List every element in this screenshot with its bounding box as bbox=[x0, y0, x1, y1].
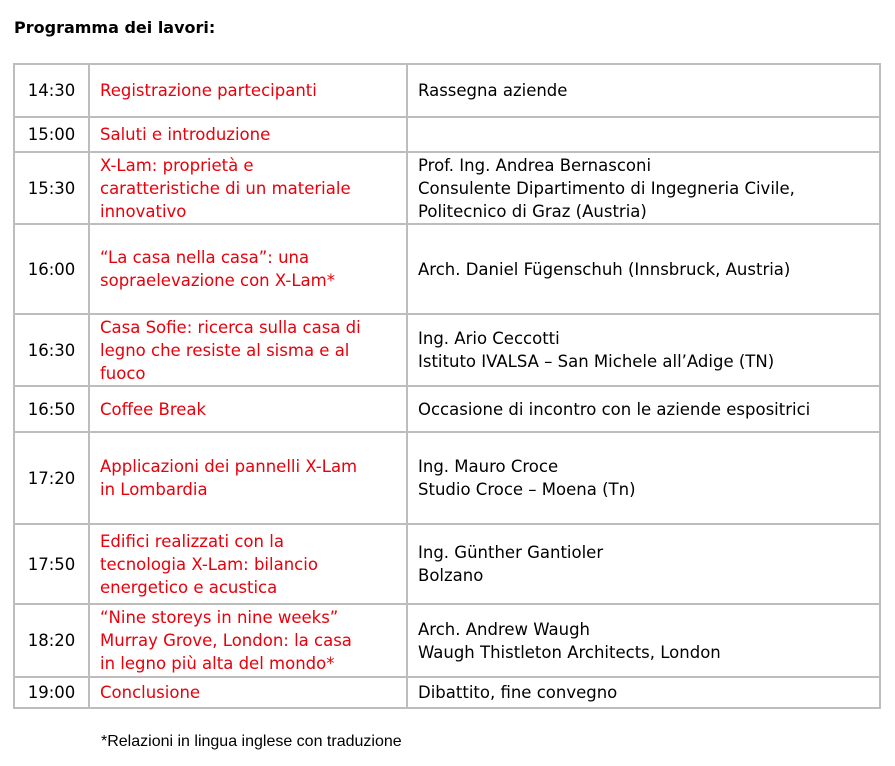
topic-cell bbox=[89, 386, 407, 432]
speaker-line: Prof. Ing. Andrea Bernasconi bbox=[418, 155, 652, 175]
topic-line: “La casa nella casa”: una bbox=[100, 248, 310, 267]
program-row bbox=[14, 314, 880, 386]
topic-cell bbox=[89, 604, 407, 677]
speaker-line: Ing. Mauro Croce bbox=[418, 457, 559, 476]
topic-cell bbox=[89, 152, 407, 224]
topic-line: Coffee Break bbox=[100, 399, 207, 419]
page-title: Programma dei lavori: bbox=[14, 18, 216, 37]
speaker-line: Studio Croce – Moena (Tn) bbox=[418, 480, 636, 499]
program-table-body bbox=[14, 64, 880, 708]
topic-line: innovativo bbox=[100, 201, 187, 221]
topic-line: in Lombardia bbox=[100, 480, 208, 499]
speaker-line: Waugh Thistleton Architects, London bbox=[418, 642, 721, 662]
program-row bbox=[14, 224, 880, 314]
time-cell: 16:30 bbox=[14, 314, 89, 386]
topic-line: Conclusione bbox=[100, 683, 201, 702]
time-cell: 16:50 bbox=[14, 386, 89, 432]
time-cell: 15:00 bbox=[14, 117, 89, 152]
speaker-line: Politecnico di Graz (Austria) bbox=[418, 201, 647, 221]
speaker-line: Occasione di incontro con le aziende espositrici bbox=[418, 399, 811, 419]
topic-line: Edifici realizzati con la bbox=[100, 531, 284, 551]
topic-line: fuoco bbox=[100, 363, 146, 383]
time-cell: 15:30 bbox=[14, 152, 89, 224]
time-cell: 19:00 bbox=[14, 677, 89, 708]
program-row bbox=[14, 604, 880, 677]
topic-cell bbox=[89, 224, 407, 314]
topic-line: in legno più alta del mondo* bbox=[100, 654, 335, 673]
speaker-cell bbox=[407, 677, 880, 708]
program-row bbox=[14, 524, 880, 604]
topic-cell bbox=[89, 64, 407, 117]
topic-line: sopraelevazione con X-Lam* bbox=[100, 271, 335, 290]
program-row bbox=[14, 432, 880, 524]
topic-cell bbox=[89, 524, 407, 604]
topic-line: X-Lam: proprietà e bbox=[100, 155, 254, 175]
program-row bbox=[14, 152, 880, 224]
speaker-cell bbox=[407, 314, 880, 386]
topic-line: Casa Sofie: ricerca sulla casa di bbox=[100, 317, 361, 337]
topic-cell bbox=[89, 314, 407, 386]
program-row bbox=[14, 117, 880, 152]
topic-line: caratteristiche di un materiale bbox=[100, 178, 351, 198]
program-row bbox=[14, 677, 880, 708]
speaker-cell bbox=[407, 64, 880, 117]
speaker-cell bbox=[407, 386, 880, 432]
topic-line: legno che resiste al sisma e al bbox=[100, 340, 350, 360]
time-cell: 18:20 bbox=[14, 604, 89, 677]
topic-line: Saluti e introduzione bbox=[100, 125, 271, 144]
time-cell: 16:00 bbox=[14, 224, 89, 314]
speaker-line: Bolzano bbox=[418, 566, 484, 585]
topic-cell bbox=[89, 677, 407, 708]
program-table bbox=[13, 63, 881, 709]
topic-cell bbox=[89, 117, 407, 152]
speaker-cell bbox=[407, 432, 880, 524]
topic-line: Applicazioni dei pannelli X-Lam bbox=[100, 457, 358, 476]
speaker-line: Dibattito, fine convegno bbox=[418, 683, 618, 702]
topic-line: energetico e acustica bbox=[100, 577, 278, 597]
speaker-line: Ing. Günther Gantioler bbox=[418, 543, 604, 562]
speaker-cell bbox=[407, 604, 880, 677]
speaker-line: Istituto IVALSA – San Michele all’Adige (TN) bbox=[418, 352, 775, 371]
footnote: *Relazioni in lingua inglese con traduzione bbox=[101, 733, 402, 750]
speaker-cell bbox=[407, 117, 880, 152]
time-cell: 14:30 bbox=[14, 64, 89, 117]
program-row bbox=[14, 386, 880, 432]
speaker-line: Consulente Dipartimento di Ingegneria Civile, bbox=[418, 178, 795, 198]
program-row bbox=[14, 64, 880, 117]
speaker-line: Rassegna aziende bbox=[418, 81, 568, 100]
speaker-cell bbox=[407, 152, 880, 224]
speaker-line: Ing. Ario Ceccotti bbox=[418, 329, 560, 348]
speaker-line: Arch. Andrew Waugh bbox=[418, 619, 591, 639]
time-cell: 17:50 bbox=[14, 524, 89, 604]
topic-line: “Nine storeys in nine weeks” bbox=[100, 608, 339, 627]
speaker-line: Arch. Daniel Fügenschuh (Innsbruck, Austria) bbox=[418, 259, 791, 279]
time-cell: 17:20 bbox=[14, 432, 89, 524]
topic-cell bbox=[89, 432, 407, 524]
topic-line: Registrazione partecipanti bbox=[100, 81, 317, 100]
speaker-cell bbox=[407, 524, 880, 604]
topic-line: Murray Grove, London: la casa bbox=[100, 631, 352, 650]
topic-line: tecnologia X-Lam: bilancio bbox=[100, 554, 318, 574]
speaker-cell bbox=[407, 224, 880, 314]
